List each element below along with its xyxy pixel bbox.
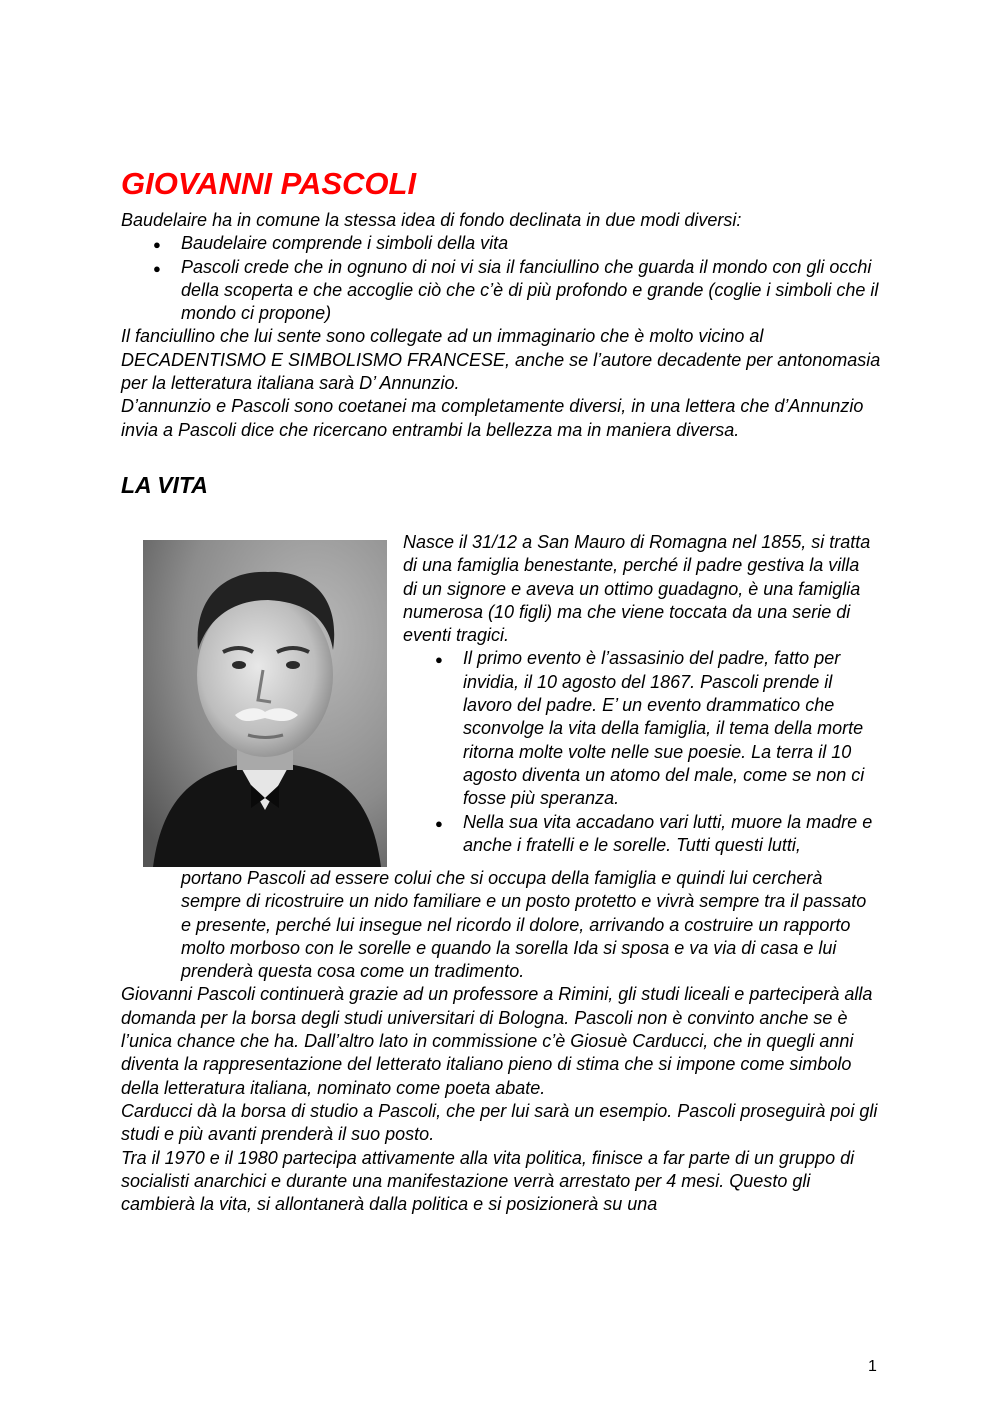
vita-intro: Nasce il 31/12 a San Mauro di Romagna nel 1855, si tratta di una famiglia benestante, perché il padre gestiva la villa di un signore e aveva un ottimo guadagno, è una famiglia numerosa (10 figli) ma che viene toccata da una serie di eventi tragici. [403, 531, 871, 646]
document-page [121, 165, 881, 1216]
intro-bullet-list [121, 232, 881, 325]
vita-text [403, 531, 873, 857]
bullet-continuation: portano Pascoli ad essere colui che si occupa della famiglia e quindi lui cercherà sempre di ricostruire un nido familiare e un posto protetto e vivrà sempre tra il passato e presente, perché lui insegue nel ricordo il dolore, arrivando a costruire un rapporto molto morboso con le sorelle e quando la sorella Ida si sposa e va via di casa e lui prenderà questa cosa come un tradimento. [181, 867, 867, 982]
bullet-text: Nella sua vita accadano vari lutti, muore la madre e anche i fratelli e le sorelle. Tutti questi lutti, [463, 811, 873, 855]
intro-lead: Baudelaire ha in comune la stessa idea di fondo declinata in due modi diversi: [121, 210, 742, 230]
body-paragraph: Carducci dà la borsa di studio a Pascoli, che per lui sarà un esempio. Pascoli proseguirà poi gli studi e più avanti prenderà il suo posto. [121, 1100, 878, 1145]
vita-block [121, 531, 881, 867]
portrait-photo [143, 540, 387, 867]
bullet-text: Il primo evento è l’assasinio del padre, fatto per invidia, il 10 agosto del 1867. Pascoli prende il lavoro del padre. E’ un evento drammatico che sconvolge la vita della famiglia, il tema della morte ritorna molte volte nelle sue poesie. La terra il 10 agosto diventa un atomo del male, come se non ci fosse più speranza. [463, 648, 865, 809]
portrait-icon [143, 540, 387, 867]
document-title: GIOVANNI PASCOLI [121, 166, 417, 201]
page-number: 1 [868, 1358, 877, 1375]
intro-paragraph: Il fanciullino che lui sente sono collegate ad un immaginario che è molto vicino al DECADENTISMO E SIMBOLISMO FRANCESE, anche se l’autore decadente per antonomasia per la letteratura italiana sarà D’ Annunzio. [121, 326, 881, 394]
list-item: ● Baudelaire comprende i simboli della vita [181, 232, 881, 255]
body-paragraph: Giovanni Pascoli continuerà grazie ad un professore a Rimini, gli studi liceali e parteciperà alla domanda per la borsa degli studi universitari di Bologna. Pascoli non è convinto anche se è l’unica chance che ha. Dall’altro lato in commissione c’è Giosuè Carducci, che in quegli anni diventa la rappresentazione del letterato italiano pieno di stima che si impone come simbolo della letteratura italiana, nominato come poeta abate. [121, 984, 873, 1098]
list-item [403, 647, 873, 810]
list-item: ● Pascoli crede che in ognuno di noi vi sia il fanciullino che guarda il mondo con gli occhi della scoperta e che accoglie ciò che c’è di più profondo e grande (coglie i simboli che il mondo ci propone) [181, 256, 881, 326]
intro-paragraph: D’annunzio e Pascoli sono coetanei ma completamente diversi, in una lettera che d’Annunzio invia a Pascoli dice che ricercano entrambi la bellezza ma in maniera diversa. [121, 396, 864, 440]
list-item [403, 811, 873, 858]
bullet-icon: ● [435, 652, 443, 668]
bullet-icon: ● [435, 815, 443, 831]
body-paragraph: Tra il 1970 e il 1980 partecipa attivamente alla vita politica, finisce a far parte di un gruppo di socialisti anarchici e durante una manifestazione verrà arrestato per 4 mesi. Questo gli cambierà la vita, si allontanerà dalla politica e si posizionerà su una [121, 1147, 855, 1215]
section-title: LA VITA [121, 471, 208, 498]
